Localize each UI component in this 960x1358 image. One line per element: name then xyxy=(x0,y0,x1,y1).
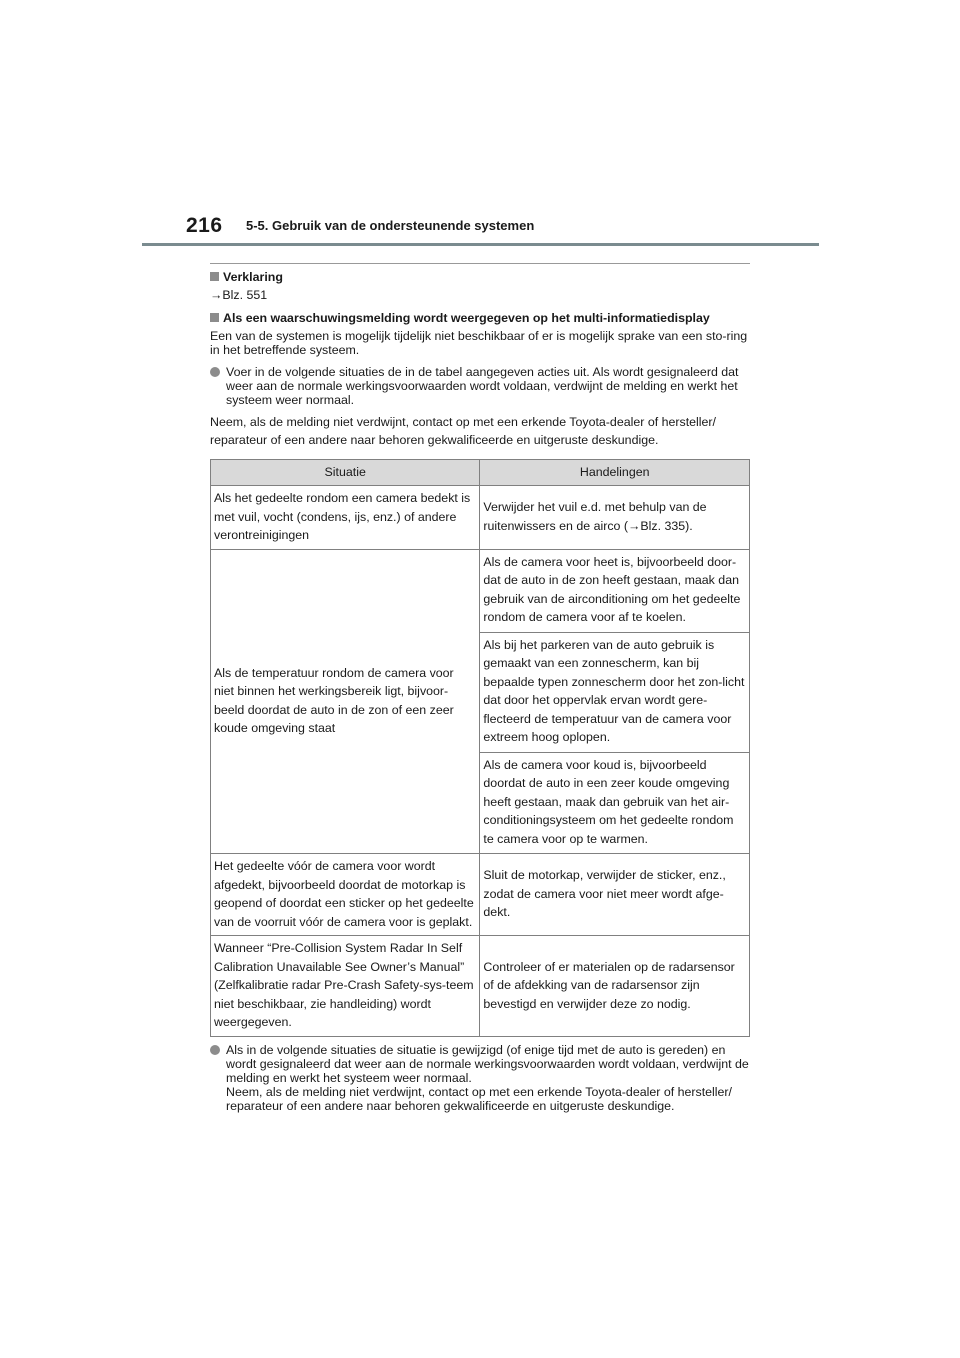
bullet-text: Voer in de volgende situaties de in de tabel aangegeven acties uit. Als wordt gesignaleerd dat weer aan de normale werkingsvoorwaarden wordt voldaan, verdwijnt de melding en werkt het systeem weer normaal. xyxy=(226,365,739,407)
square-bullet-icon xyxy=(210,272,219,281)
action-cell: Verwijder het vuil e.d. met behulp van de ruitenwissers en de airco (→Blz. 335). xyxy=(480,486,750,550)
table-header-row xyxy=(211,460,750,486)
table-row xyxy=(211,854,750,936)
warning-note: Neem, als de melding niet verdwijnt, contact op met een erkende Toyota-dealer of hersteller/ reparateur of een andere naar behoren gekwalificeerde en uitgeruste deskundige. xyxy=(210,415,716,447)
action-cell: Als de camera voor heet is, bijvoorbeeld door-dat de auto in de zon heeft gestaan, maak dan gebruik van de airconditioning om het gedeelte rondom de camera voor af te koelen. xyxy=(480,550,749,633)
column-header-situation: Situatie xyxy=(211,460,480,486)
action-cell: Als de camera voor koud is, bijvoorbeeld doordat de auto in een zeer koude omgeving heeft gestaan, maak dan gebruik van het air-conditioningsysteem om het gedeelte rondom te camera voor op te warmen. xyxy=(483,757,734,846)
circle-bullet-icon xyxy=(210,367,220,377)
column-header-actions: Handelingen xyxy=(480,460,750,486)
warning-intro: Een van de systemen is mogelijk tijdelijk niet beschikbaar of er is mogelijk sprake van een sto-ring in het betreffende systeem. xyxy=(210,329,748,357)
action-cell-group xyxy=(480,549,750,854)
bullet-body xyxy=(226,1043,750,1113)
table-row xyxy=(211,936,750,1037)
circle-bullet-icon xyxy=(210,1045,220,1055)
header-divider xyxy=(142,243,819,246)
situation-cell: Wanneer “Pre-Collision System Radar In Self Calibration Unavailable See Owner’s Manual” (Zelfkalibratie radar Pre-Crash Safety-sys-teem niet beschikbaar, zie handleiding) wordt weergegeven. xyxy=(211,936,480,1037)
bullet-item xyxy=(210,1043,750,1113)
action-cell: Als bij het parkeren van de auto gebruik is gemaakt van een zonnescherm, kan bij bepaalde typen zonnescherm door het zon-licht dat door het oppervlak ervan wordt gere-flecteerd de temperatuur van de camera voor extreem hoog oplopen. xyxy=(480,633,749,753)
bullet-note: Neem, als de melding niet verdwijnt, contact op met een erkende Toyota-dealer of hersteller/ reparateur of een andere naar behoren gekwalificeerde en uitgeruste deskundige. xyxy=(226,1084,732,1113)
content-divider xyxy=(210,263,750,264)
section-title: 5-5. Gebruik van de ondersteunende systemen xyxy=(246,218,535,233)
warning-heading-text: Als een waarschuwingsmelding wordt weergegeven op het multi-informatiedisplay xyxy=(223,311,710,325)
situation-cell: Als de temperatuur rondom de camera voor niet binnen het werkingsbereik ligt, bijvoor-beeld doordat de auto in de zon of een zeer koude omgeving staat xyxy=(211,549,480,854)
situation-cell: Als het gedeelte rondom een camera bedekt is met vuil, vocht (condens, ijs, enz.) of andere verontreinigingen xyxy=(211,486,480,550)
table-row xyxy=(211,549,750,854)
page-content xyxy=(210,263,750,1119)
table-row xyxy=(211,486,750,550)
situation-cell: Het gedeelte vóór de camera voor wordt afgedekt, bijvoorbeeld doordat de motorkap is geopend of doordat een sticker op het gedeelte van de voorruit vóór de camera voor is geplakt. xyxy=(211,854,480,936)
explanation-heading-text: Verklaring xyxy=(223,270,283,284)
action-cell: Sluit de motorkap, verwijder de sticker, enz., zodat de camera voor niet meer wordt afge-dekt. xyxy=(480,854,750,936)
page-header xyxy=(0,0,960,250)
page-number: 216 xyxy=(186,214,223,237)
situations-table xyxy=(210,459,750,1037)
explanation-reference: →Blz. 551 xyxy=(210,288,268,302)
square-bullet-icon xyxy=(210,313,219,322)
bullet-item xyxy=(210,365,750,407)
explanation-heading xyxy=(210,270,750,284)
bullet-text: Als in de volgende situaties de situatie is gewijzigd (of enige tijd met de auto is gereden) en wordt gesignaleerd dat weer aan de normale werkingsvoorwaarden wordt voldaan, verdwijnt de melding en werkt het systeem weer normaal. xyxy=(226,1042,749,1085)
action-cell: Controleer of er materialen op de radarsensor of de afdekking van de radarsensor zijn bevestigd en verwijder deze zo nodig. xyxy=(480,936,750,1037)
warning-heading xyxy=(210,311,750,325)
